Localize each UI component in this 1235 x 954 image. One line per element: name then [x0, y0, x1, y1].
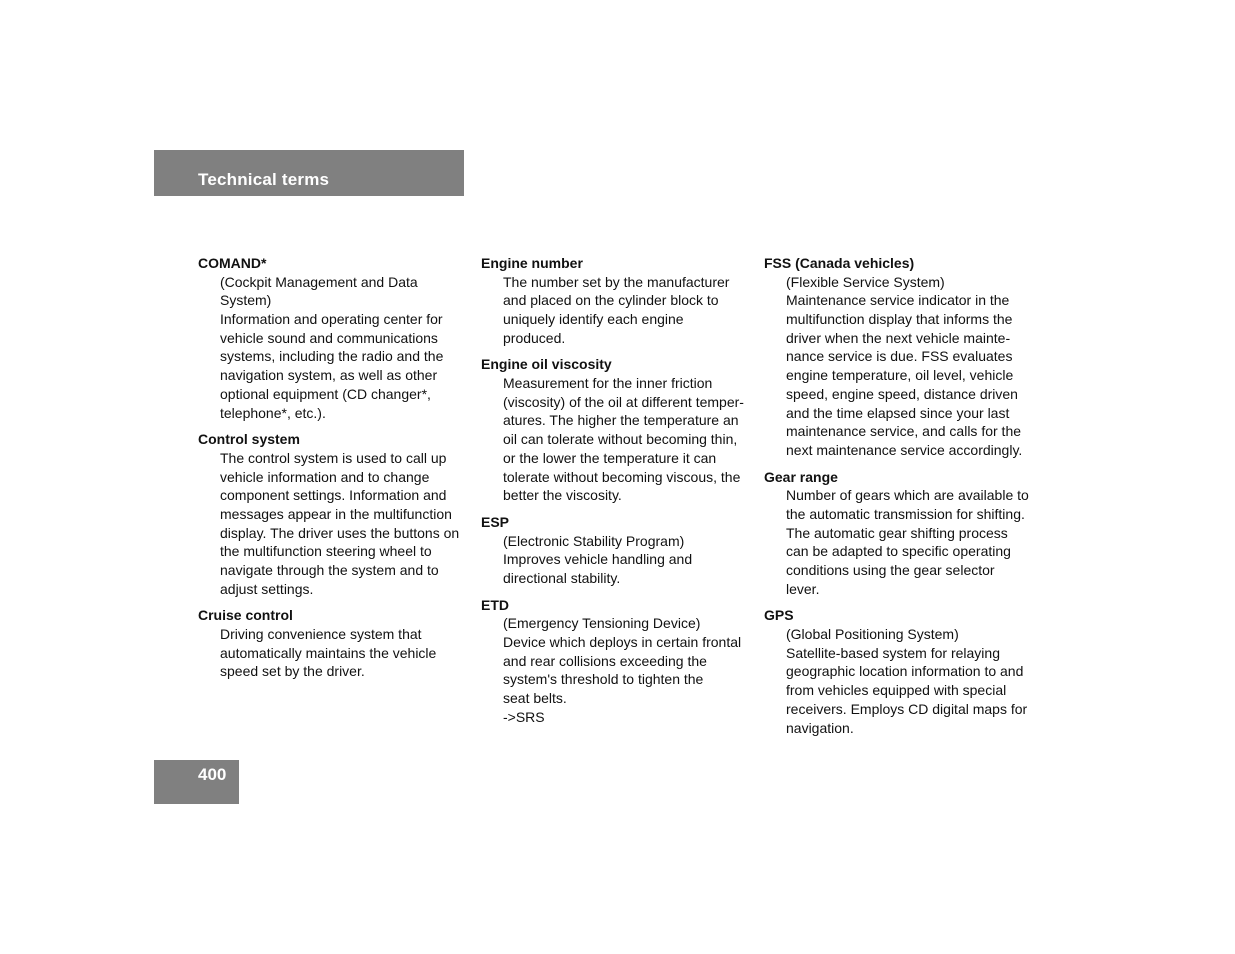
glossary-entry-esp — [481, 513, 756, 588]
section-title: Technical terms — [198, 170, 330, 189]
term-cruise-control: Cruise control — [198, 607, 293, 624]
glossary-entry-comand — [198, 254, 473, 422]
definition-esp: (Electronic Stability Program) Improves vehicle handling and directional stability. — [503, 532, 693, 586]
definition-gps: (Global Positioning System) Satellite-based system for relaying geographic location information to and from vehicles equipped with special receivers. Employs CD digital maps for navigation. — [786, 626, 1028, 736]
term-engine-number: Engine number — [481, 255, 583, 271]
definition-etd: (Emergency Tensioning Device) Device which deploys in certain frontal and rear collisions exceeding the system's threshold to tighten the seat belts. ->SRS — [503, 615, 742, 725]
definition-engine-number: The number set by the manufacturer and placed on the cylinder block to uniquely identify each engine produced. — [503, 273, 730, 346]
term-gear-range: Gear range — [764, 468, 838, 485]
term-comand: COMAND* — [198, 255, 267, 271]
definition-comand: (Cockpit Management and Data System) Information and operating center for vehicle sound and communications systems, including the radio and the navigation system, as well as other optional equipment (CD changer*, telephone*, etc.). — [220, 273, 444, 421]
term-gps: GPS — [764, 607, 794, 624]
glossary-entry-cruise-control — [198, 606, 473, 681]
definition-fss: (Flexible Service System) Maintenance service indicator in the multifunction display that informs the driver when the next vehicle mainte- nance service is due. FSS evaluates engine temperature, oil level, vehicle speed, engine speed, distance driven and the time elapsed since your last maintenance service, and calls for the next maintenance service accordingly. — [786, 273, 1023, 458]
column-3 — [764, 254, 1039, 745]
definition-gear-range: Number of gears which are available to the automatic transmission for shifting. The automatic gear shifting process can be adapted to specific operating conditions using the gear selector lever. — [786, 487, 1029, 597]
definition-control-system: The control system is used to call up vehicle information and to change component settings. Information and messages appear in the multifunction display. The driver uses the buttons on the multifunction steering wheel to navigate through the system and to adjust settings. — [220, 449, 460, 597]
glossary-entry-fss — [764, 254, 1039, 460]
term-engine-oil-viscosity: Engine oil viscosity — [481, 356, 612, 373]
column-1 — [198, 254, 473, 689]
term-esp: ESP — [481, 513, 510, 530]
definition-cruise-control: Driving convenience system that automatically maintains the vehicle speed set by the driver. — [220, 626, 437, 680]
column-2 — [481, 254, 756, 734]
page-number: 400 — [198, 765, 227, 784]
page-number-box — [154, 760, 239, 804]
glossary-entry-engine-number — [481, 254, 756, 347]
term-control-system: Control system — [198, 431, 300, 448]
glossary-entry-gps — [764, 606, 1039, 737]
term-fss: FSS (Canada vehicles) — [764, 255, 915, 271]
section-header — [154, 150, 464, 196]
glossary-entry-engine-oil-viscosity — [481, 355, 756, 505]
glossary-entry-etd — [481, 596, 756, 727]
glossary-entry-gear-range — [764, 468, 1039, 599]
term-etd: ETD — [481, 596, 509, 613]
glossary-entry-control-system — [198, 430, 473, 598]
definition-engine-oil-viscosity: Measurement for the inner friction (viscosity) of the oil at different temper- atures. The higher the temperature an oil can tolerate without becoming thin, or the lower the temperature it can tolerate without becoming viscous, the better the viscosity. — [503, 375, 744, 504]
